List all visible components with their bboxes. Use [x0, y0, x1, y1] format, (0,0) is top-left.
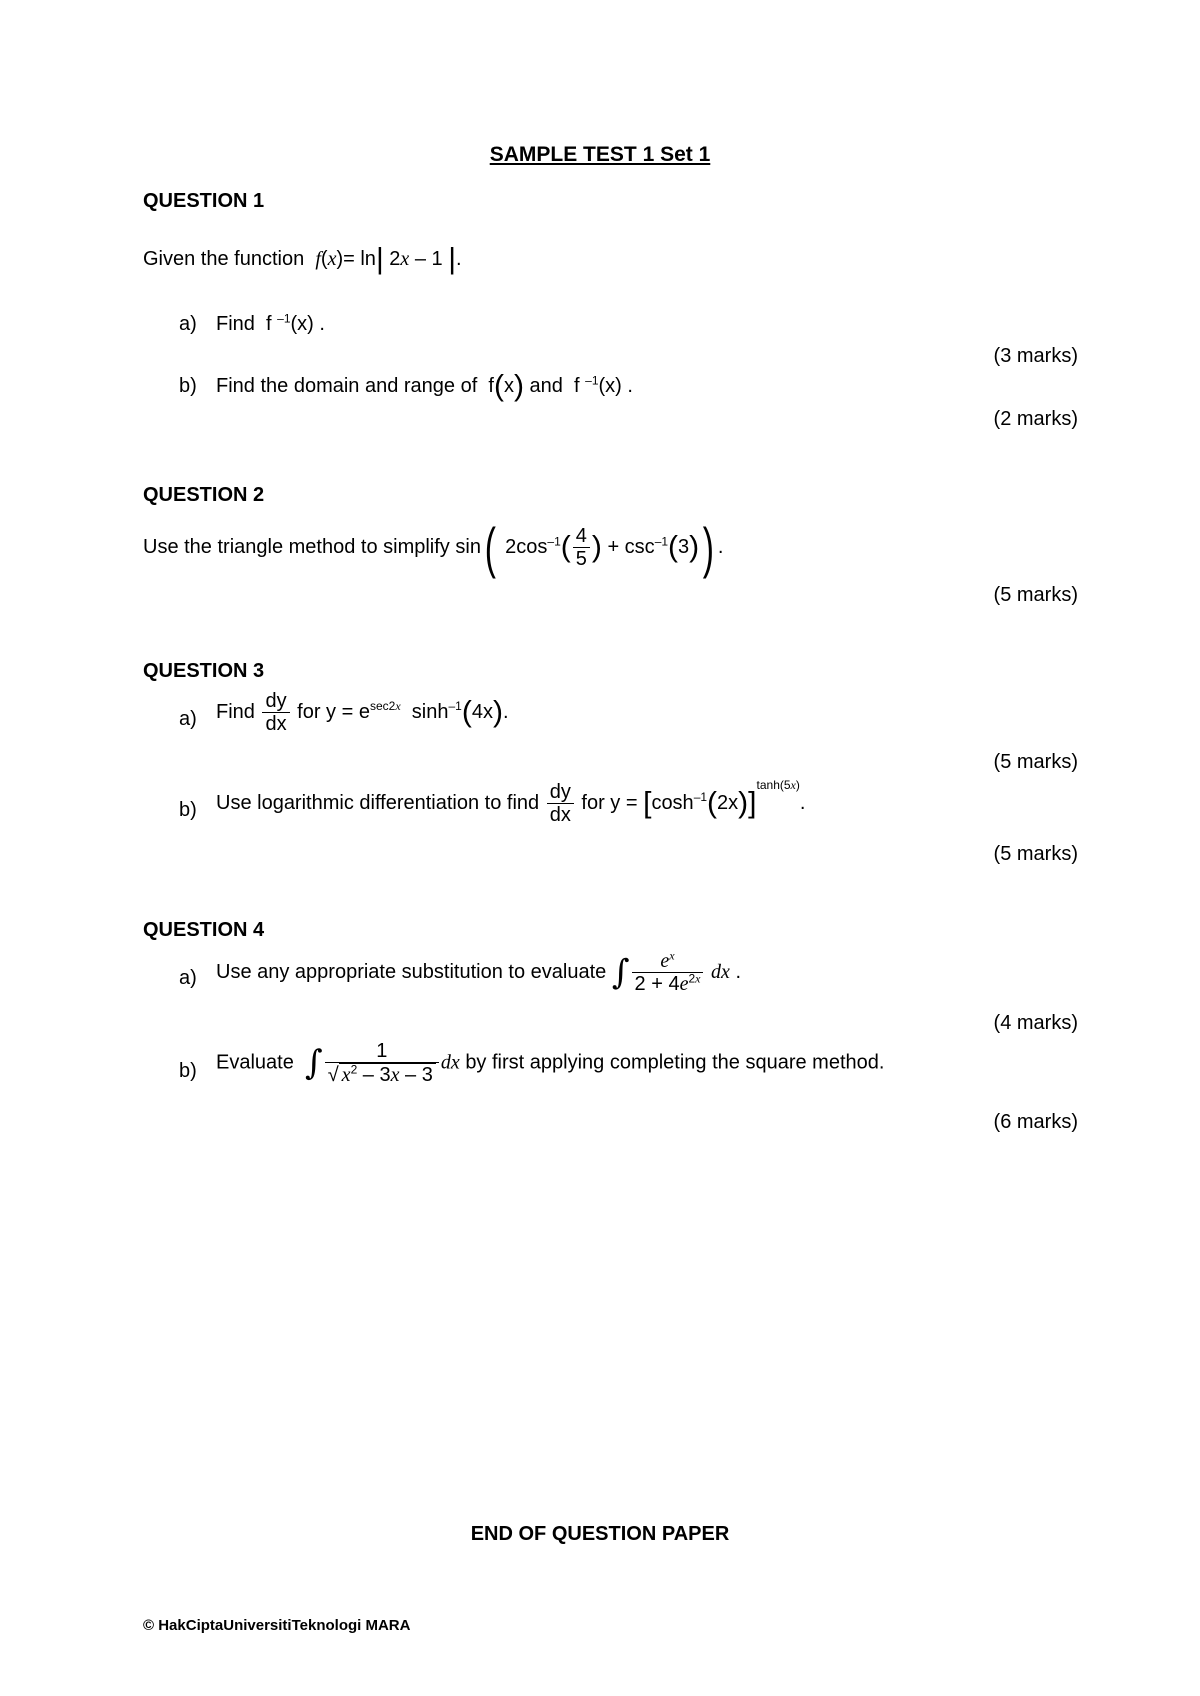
copyright-footer: © HakCiptaUniversitiTeknologi MARA — [143, 1617, 411, 1634]
q3a-text: Find $\frac{dy}{dx}$ for $y = e^{sec2x}$ $\sinh^{-1}(4x)$. — [216, 690, 509, 735]
question-2-heading: QUESTION 2 — [143, 484, 265, 506]
page-title: SAMPLE TEST 1 Set 1 — [489, 143, 711, 166]
question-3-heading: QUESTION 3 — [143, 660, 265, 682]
q1b-marks: (2 marks) — [993, 408, 1078, 430]
q3a-label: a) — [179, 708, 197, 730]
q3b-text: Use logarithmic differentiation to find $\frac{dy}{dx}$ for $y = [\cosh^{-1}(2x)]^{tanh(5x)}$. — [216, 777, 806, 826]
q2-marks: (5 marks) — [993, 584, 1078, 606]
q4a-marks: (4 marks) — [993, 1012, 1078, 1034]
end-of-paper: END OF QUESTION PAPER — [470, 1523, 730, 1545]
q1b-text: Find the domain and range of f(x) and f $^{-1}$(x) . — [216, 369, 633, 403]
q4b-label: b) — [179, 1060, 197, 1082]
q3a-marks: (5 marks) — [993, 751, 1078, 773]
q4a-label: a) — [179, 967, 197, 989]
function-expression: f — [315, 248, 321, 270]
q3b-label: b) — [179, 799, 197, 821]
question-1-heading: QUESTION 1 — [143, 190, 265, 212]
q1a-label: a) — [179, 313, 197, 335]
q3b-marks: (5 marks) — [993, 843, 1078, 865]
question-4-heading: QUESTION 4 — [143, 919, 265, 941]
q1a-marks: (3 marks) — [993, 345, 1078, 367]
q4b-marks: (6 marks) — [993, 1111, 1078, 1133]
q2-text: Use the triangle method to simplify sin( $2\cos^{-1}$( $\frac{4}{5}$ ) + $\csc^{-1}(3)$) . — [143, 515, 724, 579]
q1a-text: Find f $^{-1}$(x) . — [216, 311, 325, 335]
question-1-intro: Given the function f(x)= ln| 2x – 1 |. — [143, 242, 462, 276]
q4a-text: Use any appropriate substitution to evaluate ∫ $\frac{e^x}{2 + 4e^{2x}}$ dx . — [216, 948, 742, 995]
q4b-text: Evaluate ∫ $\frac{1}{√ x^2 - 3x - 3}$ dx by first applying completing the square method. — [216, 1040, 885, 1086]
q1b-label: b) — [179, 375, 197, 397]
